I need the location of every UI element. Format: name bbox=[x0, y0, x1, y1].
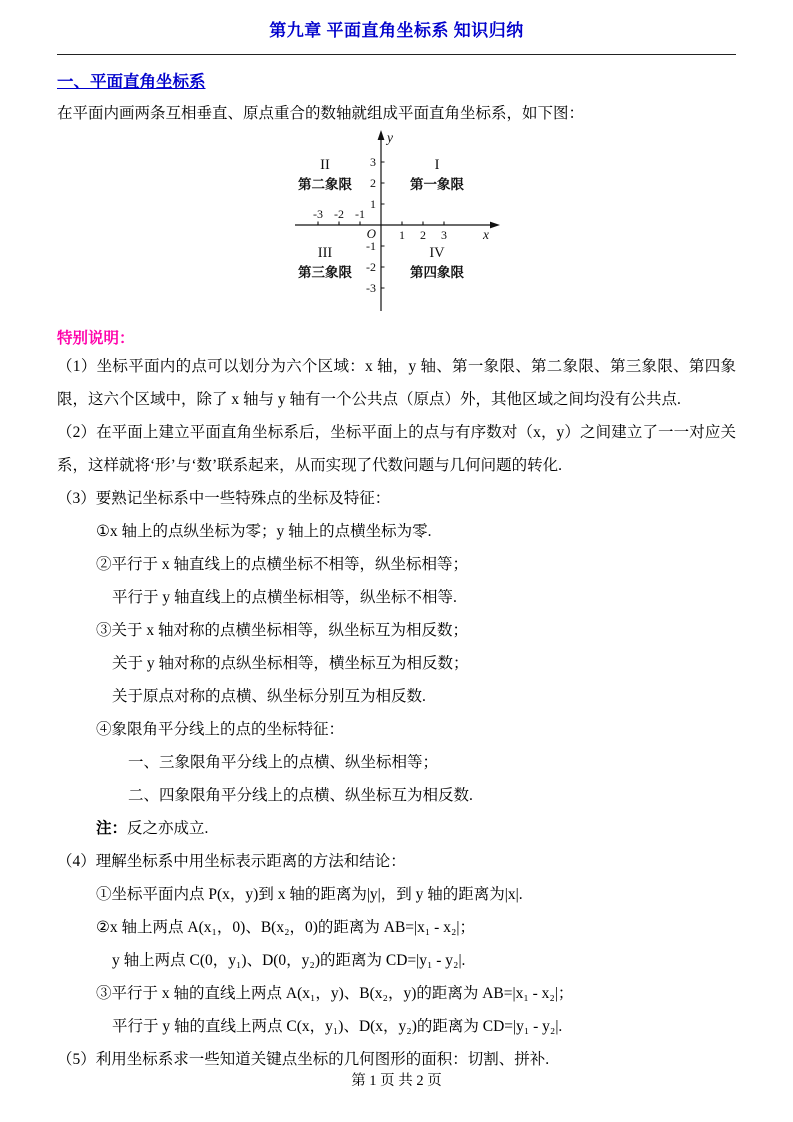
origin-label: O bbox=[366, 226, 376, 241]
x-tick-label-pos3: 3 bbox=[440, 228, 447, 242]
quadrant-3-name: 第三象限 bbox=[297, 265, 352, 280]
note-item-3-sub3-cont1: 关于 y 轴对称的点纵坐标相等，横坐标互为相反数； bbox=[112, 655, 469, 672]
note-item-3-sub3-cont2: 关于原点对称的点横、纵坐标分别互为相反数. bbox=[112, 688, 426, 705]
note-remark-text: 反之亦成立. bbox=[127, 820, 209, 837]
y-tick-label-neg3: -3 bbox=[365, 281, 376, 295]
title-divider bbox=[57, 54, 736, 55]
note-item-4-sub2-cont: y 轴上两点 C(0，y₁)、D(0，y₂)的距离为 CD=|y₁ - y₂|. bbox=[112, 952, 466, 969]
note-item-5: （5）利用坐标系求一些知道关键点坐标的几何图形的面积：切割、拼补. bbox=[57, 1051, 550, 1068]
y-axis-label: y bbox=[386, 130, 393, 145]
note-item-3-sub2: ②平行于 x 轴直线上的点横坐标不相等，纵坐标相等； bbox=[96, 556, 469, 573]
x-tick-label-neg3: -3 bbox=[312, 207, 323, 221]
coordinate-diagram bbox=[57, 129, 736, 320]
note-item-4-sub2: ②x 轴上两点 A(x₁，0)、B(x₂，0)的距离为 AB=|x₁ - x₂|； bbox=[96, 919, 475, 936]
note-item-3-sub2-cont: 平行于 y 轴直线上的点横坐标相等，纵坐标不相等. bbox=[112, 589, 457, 606]
quadrant-2-name: 第二象限 bbox=[297, 177, 352, 192]
note-item-1: （1）坐标平面内的点可以划分为六个区域：x 轴，y 轴、第一象限、第二象限、第三象限、第四象限，这六个区域中，除了 x 轴与 y 轴有一个公共点（原点）外，其他区域之间均没有公共点. bbox=[57, 358, 736, 408]
special-notes-heading: 特别说明： bbox=[57, 330, 135, 347]
note-item-4-sub1: ①坐标平面内点 P(x，y)到 x 轴的距离为|y|，到 y 轴的距离为|x|. bbox=[96, 886, 523, 903]
section-heading: 一、平面直角坐标系 bbox=[57, 72, 206, 91]
quadrant-1-name: 第一象限 bbox=[409, 177, 464, 192]
y-tick-label-pos1: 1 bbox=[369, 197, 376, 211]
note-item-2: （2）在平面上建立平面直角坐标系后，坐标平面上的点与有序数对（x，y）之间建立了一一对应关系，这样就将‘形’与‘数’联系起来，从而实现了代数问题与几何问题的转化. bbox=[57, 424, 736, 474]
y-axis-arrow-icon bbox=[377, 130, 384, 140]
y-tick-label-neg1: -1 bbox=[365, 239, 376, 253]
x-axis-label: x bbox=[482, 227, 489, 242]
x-tick-label-pos2: 2 bbox=[419, 228, 426, 242]
document-title: 第九章 平面直角坐标系 知识归纳 bbox=[269, 21, 524, 40]
x-tick-label-neg2: -2 bbox=[333, 207, 344, 221]
note-remark bbox=[57, 812, 736, 845]
note-item-3-sub3: ③关于 x 轴对称的点横坐标相等，纵坐标互为相反数； bbox=[96, 622, 469, 639]
note-item-3-sub1: ①x 轴上的点纵坐标为零；y 轴上的点横坐标为零. bbox=[96, 523, 432, 540]
x-tick-label-pos1: 1 bbox=[398, 228, 405, 242]
x-tick-label-neg1: -1 bbox=[354, 207, 365, 221]
note-item-3-sub4-line1: 一、三象限角平分线上的点横、纵坐标相等； bbox=[128, 754, 439, 771]
note-item-4-sub3: ③平行于 x 轴的直线上两点 A(x₁，y)、B(x₂，y)的距离为 AB=|x₁ - x₂|； bbox=[96, 985, 574, 1002]
intro-paragraph: 在平面内画两条互相垂直、原点重合的数轴就组成平面直角坐标系，如下图： bbox=[57, 105, 585, 122]
note-item-4-sub3-cont: 平行于 y 轴的直线上两点 C(x，y₁)、D(x，y₂)的距离为 CD=|y₁ - y₂|. bbox=[112, 1018, 563, 1035]
note-item-4: （4）理解坐标系中用坐标表示距离的方法和结论： bbox=[57, 853, 406, 870]
y-tick-label-pos3: 3 bbox=[369, 155, 376, 169]
note-item-3: （3）要熟记坐标系中一些特殊点的坐标及特征： bbox=[57, 490, 391, 507]
quadrant-4-numeral: IV bbox=[428, 245, 445, 261]
page-footer: 第 1 页 共 2 页 bbox=[351, 1073, 442, 1089]
note-remark-prefix: 注： bbox=[96, 820, 128, 837]
quadrant-2-numeral: II bbox=[319, 157, 330, 173]
note-item-3-sub4-line2: 二、四象限角平分线上的点横、纵坐标互为相反数. bbox=[128, 787, 473, 804]
note-item-3-sub4: ④象限角平分线上的点的坐标特征： bbox=[96, 721, 345, 738]
coordinate-plane-svg bbox=[281, 129, 513, 315]
quadrant-4-name: 第四象限 bbox=[409, 265, 464, 280]
y-tick-label-neg2: -2 bbox=[365, 260, 376, 274]
quadrant-3-numeral: III bbox=[317, 245, 332, 261]
y-tick-label-pos2: 2 bbox=[369, 176, 376, 190]
x-axis-arrow-icon bbox=[490, 222, 500, 229]
quadrant-1-numeral: I bbox=[434, 157, 439, 173]
